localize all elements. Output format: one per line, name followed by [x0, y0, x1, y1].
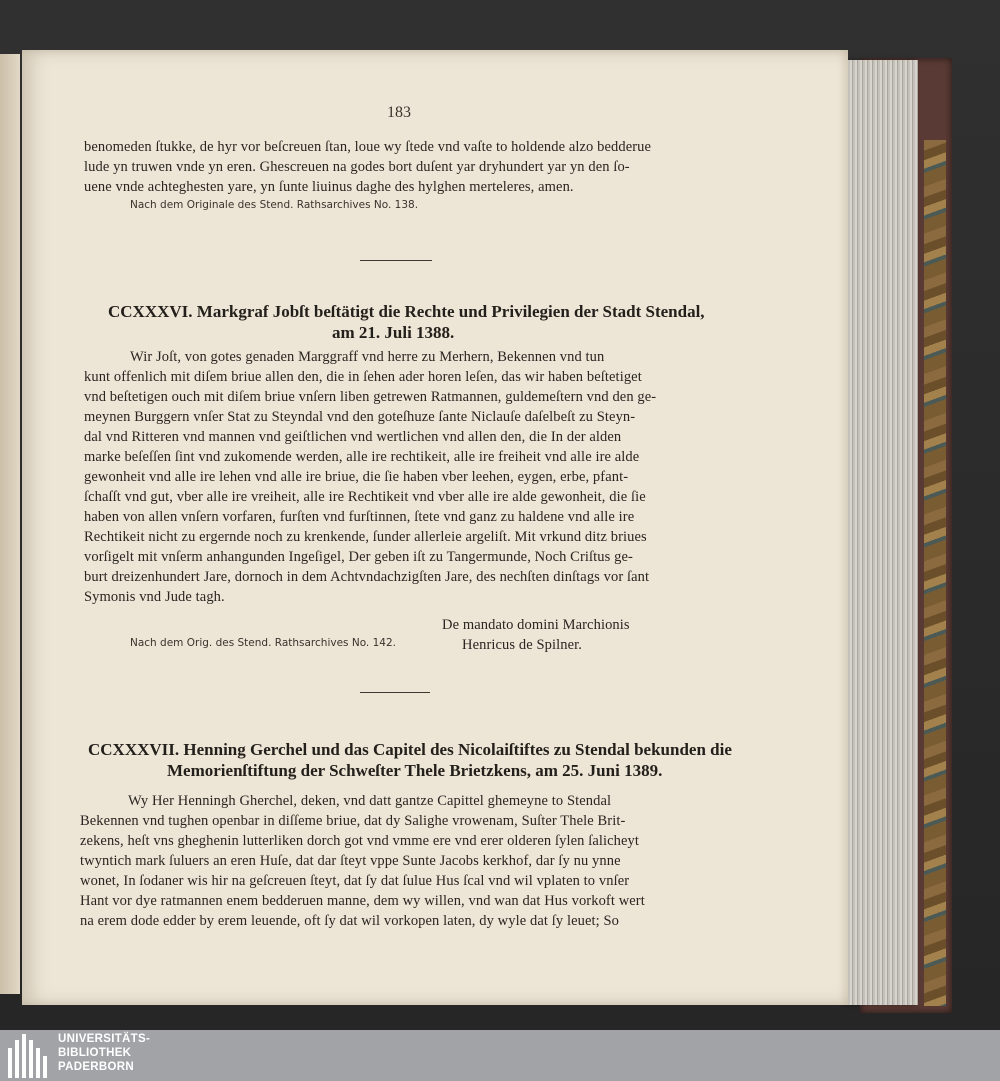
library-name-line-1: UNIVERSITÄTS-: [58, 1033, 151, 1045]
body-line: zekens, heſt vns gheghenin lutterliken dorch got vnd vmme ere vnd erer olderen ſylen ſalicheyt: [80, 833, 640, 849]
body-line: dal vnd Ritteren vnd mannen vnd geiſtlichen vnd wertlichen vnd allen den, die In der alden: [84, 429, 622, 445]
library-name-line-3: PADERBORN: [58, 1061, 134, 1073]
body-line: gewonheit vnd alle ire lehen vnd alle ire briue, die ſie haben vber leehen, eygen, erbe, pfant-: [84, 469, 629, 485]
marbled-board: [924, 140, 946, 1006]
closing-formula: De mandato domini Marchionis: [442, 617, 630, 633]
library-name-line-2: BIBLIOTHEK: [58, 1047, 132, 1059]
source-note: Nach dem Orig. des Stend. Rathsarchives No. 142.: [130, 637, 396, 649]
section-heading: CCXXXVII. Henning Gerchel und das Capitel des Nicolaiſtiftes zu Stendal bekunden die: [88, 740, 732, 759]
body-line: haben von allen vnſern vorfaren, furſten vnd furſtinnen, ſtete vnd ganz zu haldene vnd alle ire: [84, 509, 635, 525]
body-line: marke beſeſſen ſint vnd zukomende werden, alle ire rechtikeit, alle ire freiheit vnd alle ire alde: [84, 449, 640, 465]
body-line: kunt offenlich mit diſem briue allen den, die in ſehen ader horen leſen, das wir haben beſtetiget: [84, 369, 642, 385]
body-line: Symonis vnd Jude tagh.: [84, 589, 225, 605]
body-line: meynen Burggern vnſer Stat zu Steyndal vnd den goteſhuze ſante Niclauſe daſelbeſt zu Steyn-: [84, 409, 636, 425]
intro-line: uene vnde achteghesten yare, yn ſunte liuinus daghe des hylghen merteleres, amen.: [84, 179, 574, 195]
section-heading: CCXXXVI. Markgraf Jobſt beſtätigt die Rechte und Privilegien der Stadt Stendal,: [108, 302, 705, 321]
body-line: vorſigelt mit vnſerm anhangunden Ingeſigel, Der geben iſt zu Tangermunde, Noch Criſtus ge-: [84, 549, 633, 565]
library-logo-icon: [8, 1034, 52, 1078]
section-heading-date: Memorienſtiftung der Schweſter Thele Brietzkens, am 25. Juni 1389.: [167, 761, 663, 780]
body-line: vnd beſtetigen ouch mit diſem briue vnſern liben getrewen Ratmannen, guldemeſtern vnd den ge-: [84, 389, 657, 405]
page-number: 183: [387, 104, 411, 121]
body-line: Wir Joſt, von gotes genaden Marggraff vnd herre zu Merhern, Bekennen vnd tun: [130, 349, 605, 365]
intro-line: lude yn truwen vnde yn eren. Ghescreuen na godes bort duſent yar dryhundert yar yn den ſo-: [84, 159, 630, 175]
body-line: Rechtikeit nicht zu ergernde noch zu krenkende, ſunder allerleie argeliſt. Mit vrkund ditz briues: [84, 529, 647, 545]
section-heading-date: am 21. Juli 1388.: [332, 323, 455, 342]
body-line: na erem dode edder by erem leuende, oft ſy dat wil vorkopen laten, dy wyle dat ſy leuet; So: [80, 913, 619, 929]
intro-line: benomeden ſtukke, de hyr vor beſcreuen ſtan, loue wy ſtede vnd vaſte to holdende alzo bedderue: [84, 139, 652, 155]
left-page-edge: [0, 54, 20, 994]
section-divider: [360, 692, 430, 693]
body-line: wonet, In ſodaner wis hir na geſcreuen ſteyt, dat ſy dat ſulue Hus ſcal vnd wil vplaten to vnſer: [80, 873, 630, 889]
source-note: Nach dem Originale des Stend. Rathsarchives No. 138.: [130, 199, 419, 211]
body-line: burt dreizenhundert Jare, dornoch in dem Achtvndachzigſten Jare, des nechſten dinſtags vor ſant: [84, 569, 650, 585]
page-edges: [845, 60, 918, 1005]
body-line: Bekennen vnd tughen openbar in diſſeme briue, dat dy Salighe vrowenam, Suſter Thele Brit-: [80, 813, 626, 829]
body-line: Hant vor dye ratmannen enem bedderuen manne, dem wy willen, vnd wan dat Hus vorkoft wert: [80, 893, 645, 909]
body-line: ſchaſſt vnd gut, vber alle ire vreiheit, alle ire Rechtikeit vnd vber alle ire alde gewonheit, die ſie: [84, 489, 646, 505]
section-divider: [360, 260, 432, 261]
body-line: Wy Her Henningh Gherchel, deken, vnd datt gantze Capittel ghemeyne to Stendal: [128, 793, 612, 809]
closing-signature: Henricus de Spilner.: [462, 637, 582, 653]
body-line: twyntich mark ſuluers an eren Huſe, dat dar ſteyt vppe Sunte Jacobs kerkhof, dar ſy nu ynne: [80, 853, 621, 869]
book-page: [22, 50, 848, 1005]
library-footer: [0, 1030, 1000, 1081]
